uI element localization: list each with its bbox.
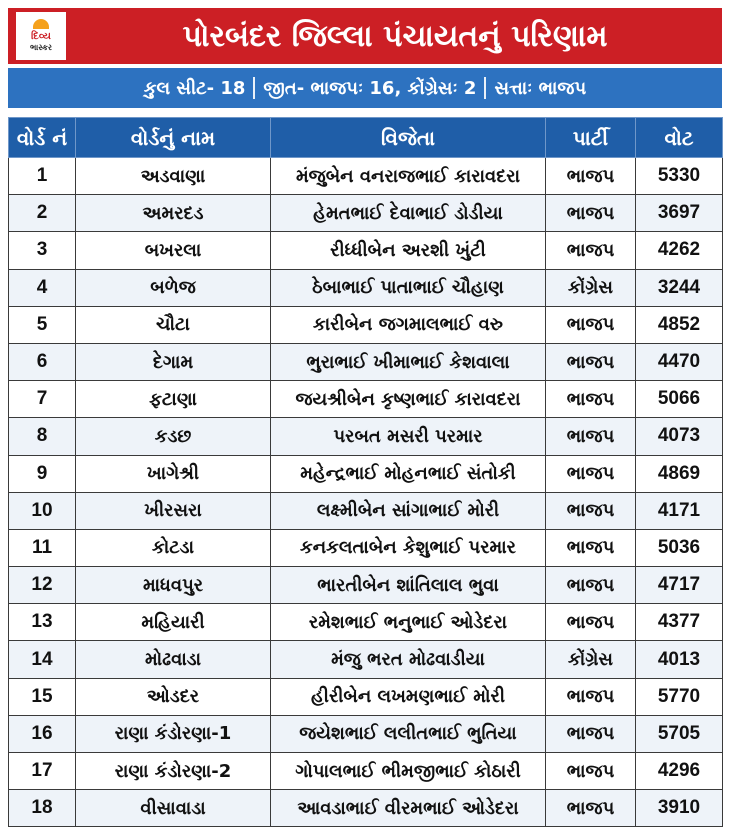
votes-cell: 4171 xyxy=(636,492,723,529)
ward-no-cell: 12 xyxy=(9,567,76,604)
votes-cell: 5330 xyxy=(636,158,723,195)
party-cell: કોંગ્રેસ xyxy=(546,641,636,678)
votes-cell: 3697 xyxy=(636,195,723,232)
col-header-winner: વિજેતા xyxy=(271,118,546,158)
table-row xyxy=(9,604,723,641)
votes-cell: 4852 xyxy=(636,306,723,343)
party-cell: ભાજપ xyxy=(546,306,636,343)
ward-no-cell: 2 xyxy=(9,195,76,232)
ward-no-cell: 9 xyxy=(9,455,76,492)
ward-no-cell: 8 xyxy=(9,418,76,455)
ward-name-cell: મોઢવાડા xyxy=(76,641,271,678)
table-row xyxy=(9,753,723,790)
col-header-votes: વોટ xyxy=(636,118,723,158)
winner-cell: રમેશભાઈ ભનુભાઈ ઓડેદરા xyxy=(271,604,546,641)
title-banner xyxy=(8,8,722,64)
votes-cell: 5036 xyxy=(636,529,723,566)
party-cell: ભાજપ xyxy=(546,381,636,418)
table-row xyxy=(9,567,723,604)
winner-cell: ગોપાલભાઈ ભીમજીભાઈ કોઠારી xyxy=(271,753,546,790)
power-party: સત્તાઃ ભાજપ xyxy=(494,77,587,99)
party-cell: ભાજપ xyxy=(546,158,636,195)
ward-no-cell: 3 xyxy=(9,232,76,269)
winner-cell: કારીબેન જગમાલભાઈ વરુ xyxy=(271,306,546,343)
ward-no-cell: 4 xyxy=(9,269,76,306)
table-row xyxy=(9,232,723,269)
ward-no-cell: 14 xyxy=(9,641,76,678)
winner-cell: હેમતભાઈ દેવાભાઈ ડોડીયા xyxy=(271,195,546,232)
ward-no-cell: 17 xyxy=(9,753,76,790)
ward-name-cell: કોટડા xyxy=(76,529,271,566)
divider xyxy=(253,77,255,99)
results-table xyxy=(8,117,723,827)
winner-cell: આવડાભાઈ વીરમભાઈ ઓડેદરા xyxy=(271,790,546,827)
col-header-ward-no: વોર્ડ નં xyxy=(9,118,76,158)
party-cell: ભાજપ xyxy=(546,455,636,492)
table-row xyxy=(9,158,723,195)
winner-cell: રીધ્ધીબેન અરશી ખુંટી xyxy=(271,232,546,269)
ward-no-cell: 13 xyxy=(9,604,76,641)
winner-cell: હીરીબેન લખમણભાઈ મોરી xyxy=(271,678,546,715)
table-row xyxy=(9,418,723,455)
winner-cell: મંજુબેન વનરાજભાઈ કારાવદરા xyxy=(271,158,546,195)
col-header-ward-name: વોર્ડનું નામ xyxy=(76,118,271,158)
ward-no-cell: 16 xyxy=(9,715,76,752)
total-seats: કુલ સીટ- 18 xyxy=(143,77,246,99)
table-row xyxy=(9,641,723,678)
table-row xyxy=(9,455,723,492)
ward-name-cell: રાણા કંડોરણા-1 xyxy=(76,715,271,752)
votes-cell: 4717 xyxy=(636,567,723,604)
ward-no-cell: 18 xyxy=(9,790,76,827)
table-row xyxy=(9,269,723,306)
party-cell: ભાજપ xyxy=(546,715,636,752)
party-cell: ભાજપ xyxy=(546,753,636,790)
party-cell: ભાજપ xyxy=(546,604,636,641)
winner-cell: ઠેબાભાઈ પાતાભાઈ ચૌહાણ xyxy=(271,269,546,306)
party-cell: ભાજપ xyxy=(546,343,636,380)
ward-name-cell: કડછ xyxy=(76,418,271,455)
party-cell: ભાજપ xyxy=(546,567,636,604)
votes-cell: 4869 xyxy=(636,455,723,492)
party-cell: કોંગ્રેસ xyxy=(546,269,636,306)
votes-cell: 4262 xyxy=(636,232,723,269)
ward-name-cell: બખરલા xyxy=(76,232,271,269)
winner-cell: ભુરાભાઈ ખીમાભાઈ કેશવાલા xyxy=(271,343,546,380)
ward-name-cell: ખીરસરા xyxy=(76,492,271,529)
table-header-row xyxy=(9,118,723,158)
ward-no-cell: 15 xyxy=(9,678,76,715)
table-row xyxy=(9,678,723,715)
ward-name-cell: ફટાણા xyxy=(76,381,271,418)
ward-no-cell: 6 xyxy=(9,343,76,380)
ward-name-cell: દેગામ xyxy=(76,343,271,380)
winner-cell: લક્ષ્મીબેન સાંગાભાઈ મોરી xyxy=(271,492,546,529)
votes-cell: 5066 xyxy=(636,381,723,418)
ward-name-cell: માધવપુર xyxy=(76,567,271,604)
votes-cell: 4296 xyxy=(636,753,723,790)
table-row xyxy=(9,529,723,566)
ward-name-cell: બળેજ xyxy=(76,269,271,306)
party-cell: ભાજપ xyxy=(546,529,636,566)
won-seats: જીત- ભાજપઃ 16, કોંગ્રેસઃ 2 xyxy=(263,77,477,99)
party-cell: ભાજપ xyxy=(546,492,636,529)
summary-bar xyxy=(8,68,722,108)
ward-name-cell: ઓડદર xyxy=(76,678,271,715)
winner-cell: જયશ્રીબેન કૃષ્ણભાઈ કારાવદરા xyxy=(271,381,546,418)
party-cell: ભાજપ xyxy=(546,790,636,827)
ward-no-cell: 10 xyxy=(9,492,76,529)
logo-line2: ભાસ્કર xyxy=(29,43,53,52)
ward-name-cell: મહિયારી xyxy=(76,604,271,641)
winner-cell: મંજુ ભરત મોઢવાડીયા xyxy=(271,641,546,678)
page-title: પોરબંદર જિલ્લા પંચાયતનું પરિણામ xyxy=(182,18,608,54)
votes-cell: 4073 xyxy=(636,418,723,455)
table-row xyxy=(9,715,723,752)
winner-cell: કનકલતાબેન કેશુભાઈ પરમાર xyxy=(271,529,546,566)
divider xyxy=(484,77,486,99)
ward-no-cell: 7 xyxy=(9,381,76,418)
ward-name-cell: વીસાવાડા xyxy=(76,790,271,827)
ward-name-cell: ખાગેશ્રી xyxy=(76,455,271,492)
party-cell: ભાજપ xyxy=(546,678,636,715)
winner-cell: મહેન્દ્રભાઈ મોહનભાઈ સંતોકી xyxy=(271,455,546,492)
votes-cell: 4377 xyxy=(636,604,723,641)
ward-no-cell: 1 xyxy=(9,158,76,195)
party-cell: ભાજપ xyxy=(546,232,636,269)
table-row xyxy=(9,343,723,380)
table-row xyxy=(9,195,723,232)
table-row xyxy=(9,492,723,529)
ward-name-cell: અમરદડ xyxy=(76,195,271,232)
table-row xyxy=(9,790,723,827)
ward-name-cell: અડવાણા xyxy=(76,158,271,195)
votes-cell: 4013 xyxy=(636,641,723,678)
ward-no-cell: 5 xyxy=(9,306,76,343)
votes-cell: 3910 xyxy=(636,790,723,827)
votes-cell: 4470 xyxy=(636,343,723,380)
divya-bhaskar-logo xyxy=(16,12,66,60)
winner-cell: પરબત મસરી પરમાર xyxy=(271,418,546,455)
votes-cell: 5705 xyxy=(636,715,723,752)
logo-line1: દિવ્ય xyxy=(31,31,51,42)
col-header-party: પાર્ટી xyxy=(546,118,636,158)
party-cell: ભાજપ xyxy=(546,418,636,455)
sun-icon xyxy=(33,19,49,29)
table-row xyxy=(9,381,723,418)
ward-no-cell: 11 xyxy=(9,529,76,566)
party-cell: ભાજપ xyxy=(546,195,636,232)
winner-cell: ભારતીબેન શાંતિલાલ ભુવા xyxy=(271,567,546,604)
ward-name-cell: રાણા કંડોરણા-2 xyxy=(76,753,271,790)
winner-cell: જયેશભાઈ લલીતભાઈ ભુતિયા xyxy=(271,715,546,752)
table-row xyxy=(9,306,723,343)
votes-cell: 3244 xyxy=(636,269,723,306)
votes-cell: 5770 xyxy=(636,678,723,715)
ward-name-cell: ચૌટા xyxy=(76,306,271,343)
